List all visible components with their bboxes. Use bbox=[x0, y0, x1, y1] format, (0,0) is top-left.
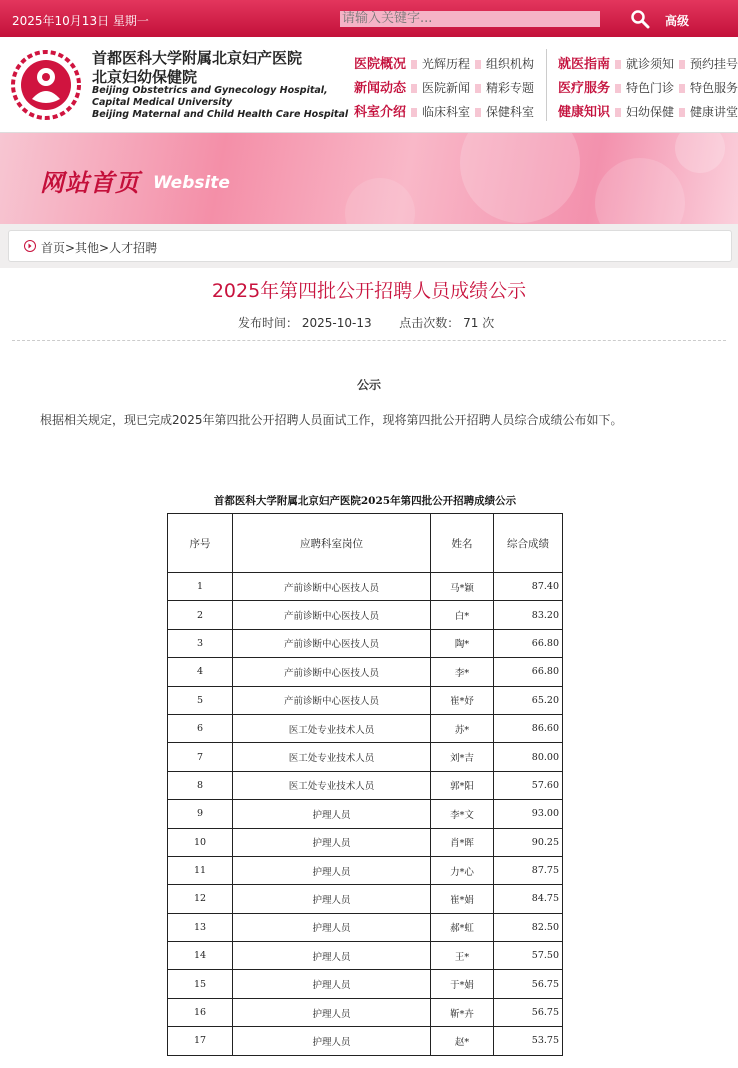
notice-heading: 公示 bbox=[356, 378, 381, 392]
page-banner bbox=[0, 133, 738, 224]
cell-name: 陶* bbox=[431, 629, 494, 657]
table-row bbox=[168, 601, 563, 629]
cell-score: 87.75 bbox=[494, 856, 563, 884]
table-row bbox=[168, 743, 563, 771]
cell-index: 1 bbox=[168, 573, 233, 601]
nav-row-health bbox=[558, 101, 738, 120]
cell-score: 66.80 bbox=[494, 629, 563, 657]
cell-name: 崔*娟 bbox=[431, 885, 494, 913]
hospital-logo[interactable] bbox=[8, 47, 84, 123]
article-content bbox=[0, 268, 738, 1068]
breadcrumb-area bbox=[0, 224, 738, 268]
cell-index: 13 bbox=[168, 913, 233, 941]
nav-item-history[interactable]: 光辉历程 bbox=[422, 57, 471, 71]
table-row bbox=[168, 1027, 563, 1055]
advanced-search-link[interactable]: 高级 bbox=[665, 14, 690, 28]
header-index: 序号 bbox=[168, 514, 233, 573]
cell-index: 11 bbox=[168, 856, 233, 884]
cell-score: 93.00 bbox=[494, 800, 563, 828]
cell-name: 苏* bbox=[431, 714, 494, 742]
cell-index: 2 bbox=[168, 601, 233, 629]
cell-name: 李* bbox=[431, 658, 494, 686]
clicks-unit: 次 bbox=[482, 316, 495, 330]
table-row bbox=[168, 800, 563, 828]
nav-row-guide bbox=[558, 53, 738, 72]
cell-name: 刘*吉 bbox=[431, 743, 494, 771]
cell-index: 12 bbox=[168, 885, 233, 913]
cell-name: 于*娟 bbox=[431, 970, 494, 998]
nav-head-about[interactable]: 医院概况 bbox=[354, 57, 407, 72]
table-row bbox=[168, 856, 563, 884]
nav-item-clinical-depts[interactable]: 临床科室 bbox=[422, 105, 471, 119]
results-table bbox=[167, 513, 563, 1056]
cell-score: 87.40 bbox=[494, 573, 563, 601]
cell-name: 李*文 bbox=[431, 800, 494, 828]
cell-score: 65.20 bbox=[494, 686, 563, 714]
cell-name: 崔*妤 bbox=[431, 686, 494, 714]
cell-position: 护理人员 bbox=[233, 828, 431, 856]
breadcrumb-path[interactable]: 首页>其他>人才招聘 bbox=[41, 241, 158, 255]
nav-item-maternal-care[interactable]: 妇幼保健 bbox=[626, 105, 675, 119]
cell-position: 护理人员 bbox=[233, 800, 431, 828]
cell-score: 56.75 bbox=[494, 998, 563, 1026]
cell-score: 80.00 bbox=[494, 743, 563, 771]
hospital-name-en-line2: Capital Medical University bbox=[92, 97, 233, 108]
cell-score: 83.20 bbox=[494, 601, 563, 629]
cell-position: 产前诊断中心医技人员 bbox=[233, 601, 431, 629]
search-icon[interactable] bbox=[630, 9, 650, 29]
cell-index: 8 bbox=[168, 771, 233, 799]
cell-name: 赵* bbox=[431, 1027, 494, 1055]
article-meta bbox=[238, 314, 494, 331]
cell-index: 5 bbox=[168, 686, 233, 714]
header-position: 应聘科室岗位 bbox=[233, 514, 431, 573]
cell-name: 靳*卉 bbox=[431, 998, 494, 1026]
divider bbox=[12, 340, 726, 341]
cell-name: 郝*虹 bbox=[431, 913, 494, 941]
cell-score: 82.50 bbox=[494, 913, 563, 941]
cell-index: 16 bbox=[168, 998, 233, 1026]
cell-position: 医工处专业技术人员 bbox=[233, 771, 431, 799]
table-row bbox=[168, 771, 563, 799]
nav-head-guide[interactable]: 就医指南 bbox=[558, 57, 611, 72]
cell-position: 产前诊断中心医技人员 bbox=[233, 686, 431, 714]
nav-item-hospital-news[interactable]: 医院新闻 bbox=[422, 81, 471, 95]
nav-head-departments[interactable]: 科室介绍 bbox=[354, 105, 407, 120]
table-body bbox=[168, 573, 563, 1056]
hospital-name-en-line1: Beijing Obstetrics and Gynecology Hospital, bbox=[92, 85, 328, 96]
cell-index: 9 bbox=[168, 800, 233, 828]
cell-position: 护理人员 bbox=[233, 1027, 431, 1055]
cell-name: 郭*阳 bbox=[431, 771, 494, 799]
table-row bbox=[168, 913, 563, 941]
cell-score: 90.25 bbox=[494, 828, 563, 856]
cell-position: 护理人员 bbox=[233, 970, 431, 998]
hospital-name-cn-alt: 北京妇幼保健院 bbox=[92, 68, 198, 86]
nav-item-topics[interactable]: 精彩专题 bbox=[486, 81, 535, 95]
banner-subtitle: Website bbox=[153, 173, 230, 193]
search-input[interactable] bbox=[340, 11, 600, 27]
cell-name: 肖*晖 bbox=[431, 828, 494, 856]
cell-index: 14 bbox=[168, 942, 233, 970]
cell-position: 护理人员 bbox=[233, 942, 431, 970]
cell-position: 护理人员 bbox=[233, 998, 431, 1026]
article-title: 2025年第四批公开招聘人员成绩公示 bbox=[211, 280, 527, 302]
table-row bbox=[168, 629, 563, 657]
nav-divider bbox=[546, 49, 547, 121]
nav-item-appointment[interactable]: 预约挂号 bbox=[690, 57, 738, 71]
cell-position: 产前诊断中心医技人员 bbox=[233, 573, 431, 601]
top-bar bbox=[0, 0, 738, 37]
table-row bbox=[168, 828, 563, 856]
nav-item-special-clinic[interactable]: 特色门诊 bbox=[626, 81, 675, 95]
hospital-name-en-line3: Beijing Maternal and Child Health Care Hospital bbox=[92, 109, 349, 120]
nav-head-health[interactable]: 健康知识 bbox=[558, 105, 611, 120]
article-paragraph: 根据相关规定，现已完成2025年第四批公开招聘人员面试工作，现将第四批公开招聘人员综合成绩公布如下。 bbox=[40, 413, 623, 427]
nav-item-notice[interactable]: 就诊须知 bbox=[626, 57, 675, 71]
header-score: 综合成绩 bbox=[494, 514, 563, 573]
cell-index: 6 bbox=[168, 714, 233, 742]
nav-item-organization[interactable]: 组织机构 bbox=[486, 57, 535, 71]
cell-position: 产前诊断中心医技人员 bbox=[233, 629, 431, 657]
cell-score: 57.60 bbox=[494, 771, 563, 799]
cell-score: 66.80 bbox=[494, 658, 563, 686]
cell-name: 王* bbox=[431, 942, 494, 970]
cell-name: 力*心 bbox=[431, 856, 494, 884]
publish-label: 发布时间： bbox=[238, 316, 299, 330]
nav-head-services[interactable]: 医疗服务 bbox=[558, 81, 611, 96]
nav-item-health-lecture[interactable]: 健康讲堂 bbox=[690, 105, 738, 119]
breadcrumb bbox=[8, 230, 732, 262]
table-row bbox=[168, 885, 563, 913]
nav-head-news[interactable]: 新闻动态 bbox=[354, 81, 407, 96]
banner-title: 网站首页 bbox=[40, 169, 140, 197]
cell-position: 护理人员 bbox=[233, 856, 431, 884]
cell-index: 3 bbox=[168, 629, 233, 657]
click-count: 71 bbox=[463, 316, 479, 330]
clicks-label: 点击次数： bbox=[399, 316, 460, 330]
table-row bbox=[168, 686, 563, 714]
cell-position: 医工处专业技术人员 bbox=[233, 714, 431, 742]
cell-score: 86.60 bbox=[494, 714, 563, 742]
cell-position: 医工处专业技术人员 bbox=[233, 743, 431, 771]
cell-position: 产前诊断中心医技人员 bbox=[233, 658, 431, 686]
cell-position: 护理人员 bbox=[233, 885, 431, 913]
hospital-name-cn: 首都医科大学附属北京妇产医院 bbox=[92, 49, 303, 67]
table-row bbox=[168, 998, 563, 1026]
cell-index: 15 bbox=[168, 970, 233, 998]
publish-date: 2025-10-13 bbox=[301, 316, 372, 330]
table-row bbox=[168, 573, 563, 601]
table-row bbox=[168, 942, 563, 970]
table-title: 首都医科大学附属北京妇产医院2025年第四批公开招聘成绩公示 bbox=[213, 495, 517, 507]
cell-score: 84.75 bbox=[494, 885, 563, 913]
cell-position: 护理人员 bbox=[233, 913, 431, 941]
nav-row-about bbox=[354, 53, 534, 72]
cell-name: 白* bbox=[431, 601, 494, 629]
cell-score: 53.75 bbox=[494, 1027, 563, 1055]
cell-score: 56.75 bbox=[494, 970, 563, 998]
table-row bbox=[168, 714, 563, 742]
site-header bbox=[0, 37, 738, 133]
table-row bbox=[168, 970, 563, 998]
table-row bbox=[168, 658, 563, 686]
cell-index: 10 bbox=[168, 828, 233, 856]
nav-item-special-service[interactable]: 特色服务 bbox=[690, 81, 738, 95]
header-name: 姓名 bbox=[431, 514, 494, 573]
current-date: 2025年10月13日 星期一 bbox=[12, 14, 149, 28]
cell-index: 4 bbox=[168, 658, 233, 686]
nav-row-departments bbox=[354, 101, 534, 120]
table-header-row bbox=[168, 514, 563, 573]
cell-index: 7 bbox=[168, 743, 233, 771]
nav-row-news bbox=[354, 77, 534, 96]
cell-name: 马*颖 bbox=[431, 573, 494, 601]
cell-score: 57.50 bbox=[494, 942, 563, 970]
nav-row-services bbox=[558, 77, 738, 96]
nav-item-health-depts[interactable]: 保健科室 bbox=[486, 105, 535, 119]
chevron-right-icon bbox=[24, 240, 36, 252]
cell-index: 17 bbox=[168, 1027, 233, 1055]
